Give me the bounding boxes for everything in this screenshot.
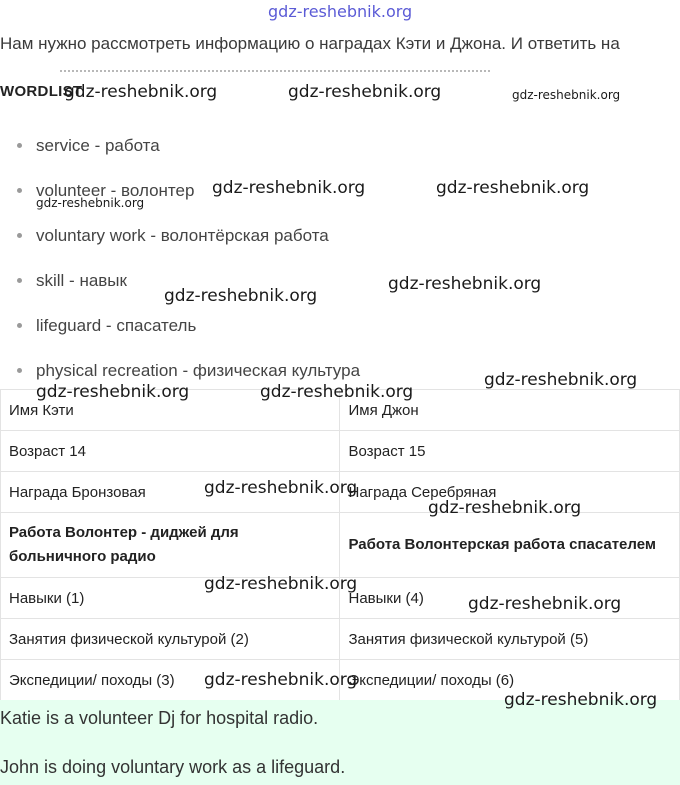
table-row	[1, 513, 680, 578]
watermark: gdz-reshebnik.org	[512, 88, 621, 102]
watermark: gdz-reshebnik.org	[204, 670, 358, 690]
watermark: gdz-reshebnik.org	[212, 178, 366, 198]
watermark: gdz-reshebnik.org	[164, 286, 318, 306]
table-row	[1, 619, 680, 660]
word-entry: service - работа	[36, 136, 160, 155]
bullet-icon	[17, 368, 22, 373]
watermark: gdz-reshebnik.org	[260, 382, 414, 402]
bullet-icon	[17, 188, 22, 193]
word-entry: lifeguard - спасатель	[36, 316, 197, 335]
watermark: gdz-reshebnik.org	[468, 594, 622, 614]
table-cell: Возраст 14	[1, 431, 340, 472]
list-item	[0, 128, 360, 173]
table-cell: Награда Серебряная	[340, 472, 680, 513]
table-cell: Награда Бронзовая	[1, 472, 340, 513]
bullet-icon	[17, 323, 22, 328]
table-cell: Экспедиции/ походы (3)	[1, 660, 340, 701]
watermark-top: gdz-reshebnik.org	[268, 2, 413, 21]
table-cell: Занятия физической культурой (5)	[340, 619, 680, 660]
table-cell: Экспедиции/ походы (6)	[340, 660, 680, 701]
table-cell: Возраст 15	[340, 431, 680, 472]
answers-block	[0, 700, 680, 785]
table-cell: Имя Кэти	[1, 390, 340, 431]
watermark: gdz-reshebnik.org	[36, 382, 190, 402]
table-row	[1, 431, 680, 472]
watermark: gdz-reshebnik.org	[36, 196, 145, 210]
watermark: gdz-reshebnik.org	[288, 82, 442, 102]
watermark: gdz-reshebnik.org	[204, 574, 358, 594]
watermark: gdz-reshebnik.org	[484, 370, 638, 390]
table-cell: Работа Волонтер - диджей для больничного радио	[1, 513, 340, 578]
table-cell: Навыки (1)	[1, 578, 340, 619]
answer-line: John is doing voluntary work as a lifeguard.	[0, 757, 346, 777]
answer-line: Katie is a volunteer Dj for hospital radio.	[0, 708, 319, 728]
table-cell: Имя Джон	[340, 390, 680, 431]
awards-table	[0, 389, 680, 701]
watermark: gdz-reshebnik.org	[388, 274, 542, 294]
wordlist	[0, 128, 360, 398]
watermark: gdz-reshebnik.org	[504, 690, 658, 710]
bullet-icon	[17, 278, 22, 283]
word-entry: physical recreation - физическая культура	[36, 361, 361, 380]
word-entry: skill - навык	[36, 271, 127, 290]
watermark: gdz-reshebnik.org	[64, 82, 218, 102]
bullet-icon	[17, 233, 22, 238]
list-item	[0, 308, 360, 353]
watermark: gdz-reshebnik.org	[204, 478, 358, 498]
table-cell: Занятия физической культурой (2)	[1, 619, 340, 660]
intro-text: Нам нужно рассмотреть информацию о наградах Кэти и Джона. И ответить на	[0, 34, 620, 53]
word-entry: volunteer - волонтер	[36, 181, 195, 200]
watermark: gdz-reshebnik.org	[428, 498, 582, 518]
cut-off-text-line	[60, 70, 490, 77]
table-cell: Навыки (4)	[340, 578, 680, 619]
watermark: gdz-reshebnik.org	[436, 178, 590, 198]
word-entry: voluntary work - волонтёрская работа	[36, 226, 329, 245]
table-cell: Работа Волонтерская работа спасателем	[340, 513, 680, 578]
wordlist-heading: WORDLIST	[0, 83, 83, 100]
list-item	[0, 218, 360, 263]
bullet-icon	[17, 143, 22, 148]
